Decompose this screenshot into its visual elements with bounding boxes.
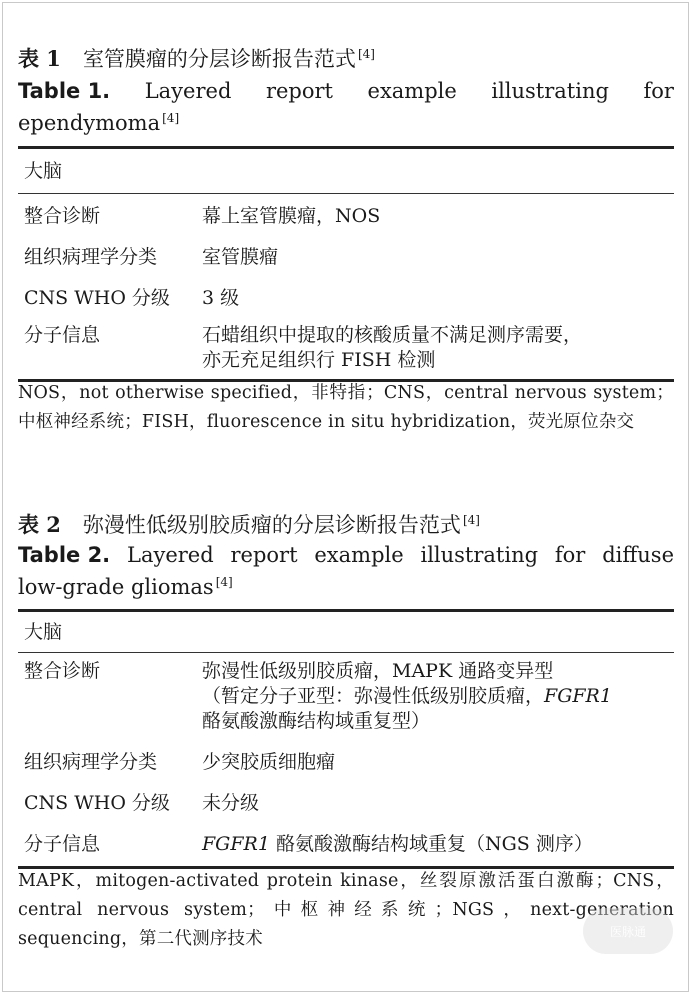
table1-ref-en: [4]	[162, 111, 180, 125]
table-row	[18, 323, 674, 373]
row-value-line: 亦无充足组织行 FISH 检测	[202, 349, 436, 371]
table1-caption	[18, 40, 674, 137]
row-value: 室管膜瘤	[202, 246, 279, 268]
row-label: 整合诊断	[24, 205, 101, 227]
table-row	[18, 286, 674, 311]
row-label: 分子信息	[24, 833, 101, 855]
table2	[18, 609, 674, 869]
row-value-line: 石蜡组织中提取的核酸质量不满足测序需要，	[202, 324, 583, 346]
table1-label-en: Table 1.	[18, 79, 111, 103]
caption-word: example	[367, 79, 457, 103]
caption-word: report	[265, 79, 333, 103]
row-value: FGFR1 酪氨酸激酶结构域重复（NGS 测序）	[202, 833, 593, 855]
caption-word: illustrating	[491, 79, 609, 103]
table-row	[18, 832, 674, 857]
row-value: 少突胶质细胞瘤	[202, 751, 336, 773]
table-row	[18, 659, 674, 734]
row-label: 组织病理学分类	[24, 246, 158, 268]
table1-header-rule	[18, 193, 674, 194]
row-value-line: 弥漫性低级别胶质瘤，MAPK 通路变异型	[202, 660, 554, 682]
caption-word: for	[554, 543, 586, 567]
table1-caption-cn	[18, 40, 674, 71]
watermark-logo: 医脉通	[583, 908, 673, 954]
row-label: 分子信息	[24, 324, 101, 346]
table-row	[18, 245, 674, 270]
table2-section: 大脑	[24, 621, 63, 643]
table1-title-en-line2: ependymoma	[18, 111, 161, 135]
row-label: 整合诊断	[24, 660, 101, 682]
row-value-line: （暂定分子亚型：弥漫性低级别胶质瘤，FGFR1	[202, 685, 612, 707]
table-row	[18, 750, 674, 775]
table2-header-rule	[18, 652, 674, 653]
caption-word: report	[230, 543, 298, 567]
table1-caption-en	[18, 78, 674, 137]
row-value: 未分级	[202, 792, 260, 814]
table2-caption-en	[18, 542, 674, 601]
row-value	[202, 323, 674, 373]
row-label: 组织病理学分类	[24, 751, 158, 773]
row-value: 幕上室管膜瘤，NOS	[202, 205, 381, 227]
caption-word: for	[643, 79, 674, 103]
table2-number: 表 2	[18, 512, 61, 537]
table2-label-en: Table 2.	[18, 543, 111, 567]
table2-caption-cn	[18, 506, 674, 537]
table2-title-cn: 弥漫性低级别胶质瘤的分层诊断报告范式	[82, 513, 461, 537]
table-row	[18, 204, 674, 229]
table1-footnote: NOS，not otherwise specified，非特指；CNS，central nervous system；中枢神经系统；FISH，fluorescence in situ hybridization，荧光原位杂交	[18, 383, 674, 432]
gene-name: FGFR1	[544, 685, 612, 707]
table1-section: 大脑	[24, 160, 63, 182]
table1-title-cn: 室管膜瘤的分层诊断报告范式	[82, 47, 356, 71]
row-value-line: 酪氨酸激酶结构域重复型）	[202, 710, 431, 732]
caption-word: illustrating	[420, 543, 539, 567]
row-label: CNS WHO 分级	[24, 287, 170, 309]
table2-ref-en: [4]	[215, 575, 233, 589]
row-value: 3 级	[202, 287, 240, 309]
row-value	[202, 659, 674, 734]
caption-word: example	[314, 543, 404, 567]
row-label: CNS WHO 分级	[24, 792, 170, 814]
gene-name: FGFR1	[202, 833, 270, 855]
caption-word: Layered	[144, 79, 232, 103]
table1-ref: [4]	[357, 47, 375, 61]
table2-ref: [4]	[462, 513, 480, 527]
caption-word: diffuse	[602, 543, 674, 567]
table2-footnote: MAPK，mitogen-activated protein kinase，丝裂原激活蛋白激酶；CNS，central nervous system；中枢神经系统；NGS，next-generation sequencing，第二代测序技术	[18, 871, 674, 949]
table1-number: 表 1	[18, 46, 61, 71]
table2-title-en-line2: low-grade gliomas	[18, 575, 214, 599]
table2-caption	[18, 506, 674, 601]
table-row	[18, 791, 674, 816]
caption-word: Layered	[127, 543, 214, 567]
table1	[18, 146, 674, 382]
